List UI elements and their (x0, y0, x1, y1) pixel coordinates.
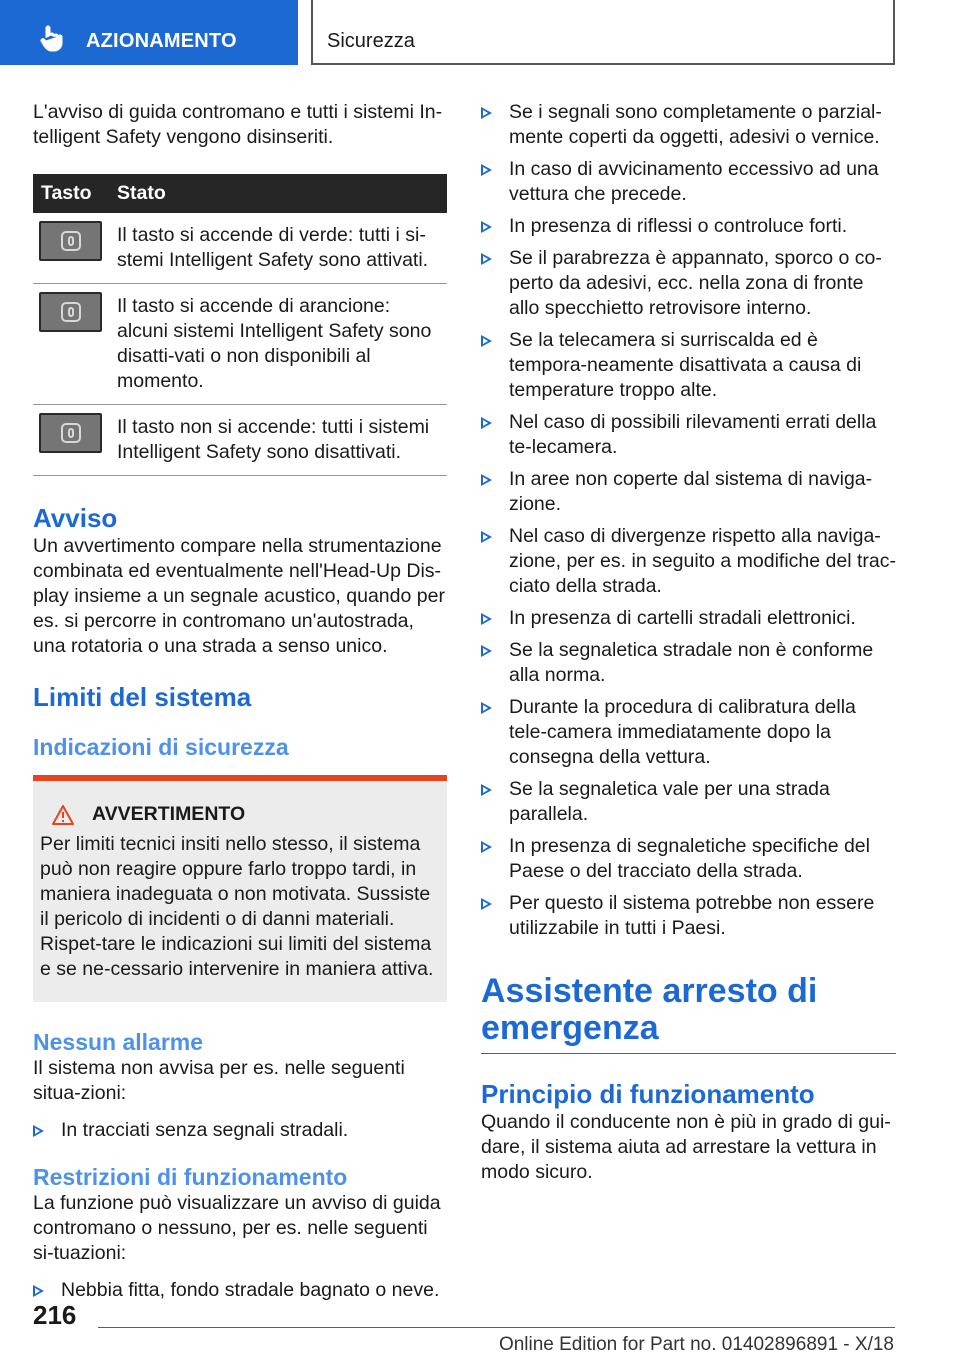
triangle-bullet-icon (481, 784, 492, 796)
restrizioni-text: La funzione può visualizzare un avviso di guida contromano o nessuno, per es. nelle seguenti si-tuazioni: (33, 1192, 441, 1264)
triangle-bullet-icon (481, 221, 492, 233)
footer-divider (98, 1327, 895, 1328)
safety-button-icon (39, 221, 102, 261)
triangle-bullet-icon (481, 531, 492, 543)
table-cell-state: Il tasto si accende di verde: tutti i si-stemi Intelligent Safety sono attivati. (109, 213, 447, 284)
header-section-tab (0, 0, 298, 65)
warning-title: AVVERTIMENTO (92, 803, 246, 825)
table-cell-state: Il tasto si accende di arancione: alcuni sistemi Intelligent Safety sono disatti-vati o non disponibili al momento. (109, 284, 447, 405)
table-header-row (33, 174, 447, 213)
table-header-key: Tasto (33, 174, 109, 213)
triangle-bullet-icon (481, 645, 492, 657)
list-item: In caso di avvicinamento eccessivo ad una vettura che precede. (481, 157, 896, 207)
list-item: Se la telecamera si surriscalda ed è tempora-neamente disattivata a causa di temperature troppo alte. (481, 328, 896, 403)
table-cell-state: Il tasto non si accende: tutti i sistemi Intelligent Safety sono disattivati. (109, 405, 447, 476)
avviso-heading: Avviso (33, 503, 118, 533)
triangle-bullet-icon (481, 417, 492, 429)
list-item: Se la segnaletica stradale non è conforme alla norma. (481, 638, 896, 688)
left-column (33, 100, 447, 1310)
triangle-bullet-icon (481, 898, 492, 910)
table-row (33, 213, 447, 284)
triangle-bullet-icon (481, 107, 492, 119)
list-item: In presenza di segnaletiche specifiche del Paese o del tracciato della strada. (481, 834, 896, 884)
nessun-allarme-list (33, 1118, 447, 1143)
table-row (33, 405, 447, 476)
list-item: In presenza di riflessi o controluce forti. (481, 214, 896, 239)
triangle-bullet-icon (481, 474, 492, 486)
list-item: Per questo il sistema potrebbe non essere utilizzabile in tutti i Paesi. (481, 891, 896, 941)
nessun-allarme-text: Il sistema non avvisa per es. nelle seguenti situa-zioni: (33, 1057, 405, 1104)
safety-button-icon (39, 292, 102, 332)
principio-text: Quando il conducente non è più in grado di gui-dare, il sistema aiuta ad arrestare la vettura in modo sicuro. (481, 1111, 891, 1183)
triangle-bullet-icon (481, 335, 492, 347)
restrizioni-list-cont (481, 100, 896, 941)
right-column (481, 100, 896, 1185)
table-row (33, 284, 447, 405)
list-item: In aree non coperte dal sistema di naviga-zione. (481, 467, 896, 517)
triangle-bullet-icon (481, 702, 492, 714)
intro-text: L'avviso di guida contromano e tutti i sistemi In-telligent Safety vengono disinseriti. (33, 101, 443, 148)
warning-box (33, 775, 447, 1002)
list-item: In presenza di cartelli stradali elettronici. (481, 606, 896, 631)
page-number: 216 (33, 1300, 77, 1330)
list-item: Nel caso di possibili rilevamenti errati della te-lecamera. (481, 410, 896, 460)
footer-edition: Online Edition for Part no. 01402896891 - X/18 (498, 1334, 894, 1355)
touch-hand-icon (38, 24, 64, 52)
principio-heading: Principio di funzionamento (481, 1079, 815, 1109)
table-header-state: Stato (109, 174, 447, 213)
header-section-label: AZIONAMENTO (86, 30, 237, 52)
list-item: Se la segnaletica vale per una strada parallela. (481, 777, 896, 827)
warning-triangle-icon (52, 805, 74, 825)
list-item: Nebbia fitta, fondo stradale bagnato o neve. (33, 1278, 447, 1303)
triangle-bullet-icon (33, 1125, 44, 1137)
triangle-bullet-icon (481, 164, 492, 176)
header-page-title: Sicurezza (327, 30, 415, 52)
restrizioni-list (33, 1278, 447, 1303)
restrizioni-heading: Restrizioni di funzionamento (33, 1164, 348, 1190)
list-item: Durante la procedura di calibratura della tele-camera immediatamente dopo la consegna della vettura. (481, 695, 896, 770)
sicurezza-heading: Indicazioni di sicurezza (33, 734, 289, 760)
limiti-heading: Limiti del sistema (33, 682, 252, 712)
triangle-bullet-icon (481, 841, 492, 853)
list-item: Se il parabrezza è appannato, sporco o co-perto da adesivi, ecc. nella zona di fronte allo specchietto retrovisore interno. (481, 246, 896, 321)
warning-text: Per limiti tecnici insiti nello stesso, il sistema può non reagire oppure farlo troppo tardi, in maniera inadeguata o non motivata. Sussiste il pericolo di incidenti o di danni materiali. Rispet-tare le indicazioni sui limiti del sistema e se ne-cessario intervenire in maniera attiva. (40, 833, 434, 980)
key-state-table (33, 174, 447, 476)
avviso-text: Un avvertimento compare nella strumentazione combinata ed eventualmente nell'Head-Up Dis-play insieme a un segnale acustico, quando per es. si percorre in contromano un'autostrada, una rotatoria o una strada a senso unico. (33, 535, 445, 657)
list-item: Se i segnali sono completamente o parzial-mente coperti da oggetti, adesivi o vernice. (481, 100, 896, 150)
safety-button-icon (39, 413, 102, 453)
triangle-bullet-icon (481, 613, 492, 625)
nessun-allarme-heading: Nessun allarme (33, 1029, 204, 1055)
triangle-bullet-icon (33, 1285, 44, 1297)
assistente-heading: Assistente arresto di emergenza (481, 973, 896, 1054)
triangle-bullet-icon (481, 253, 492, 265)
list-item: In tracciati senza segnali stradali. (33, 1118, 447, 1143)
list-item: Nel caso di divergenze rispetto alla naviga-zione, per es. in seguito a modifiche del trac-ciato della strada. (481, 524, 896, 599)
header-page-box (311, 0, 895, 65)
